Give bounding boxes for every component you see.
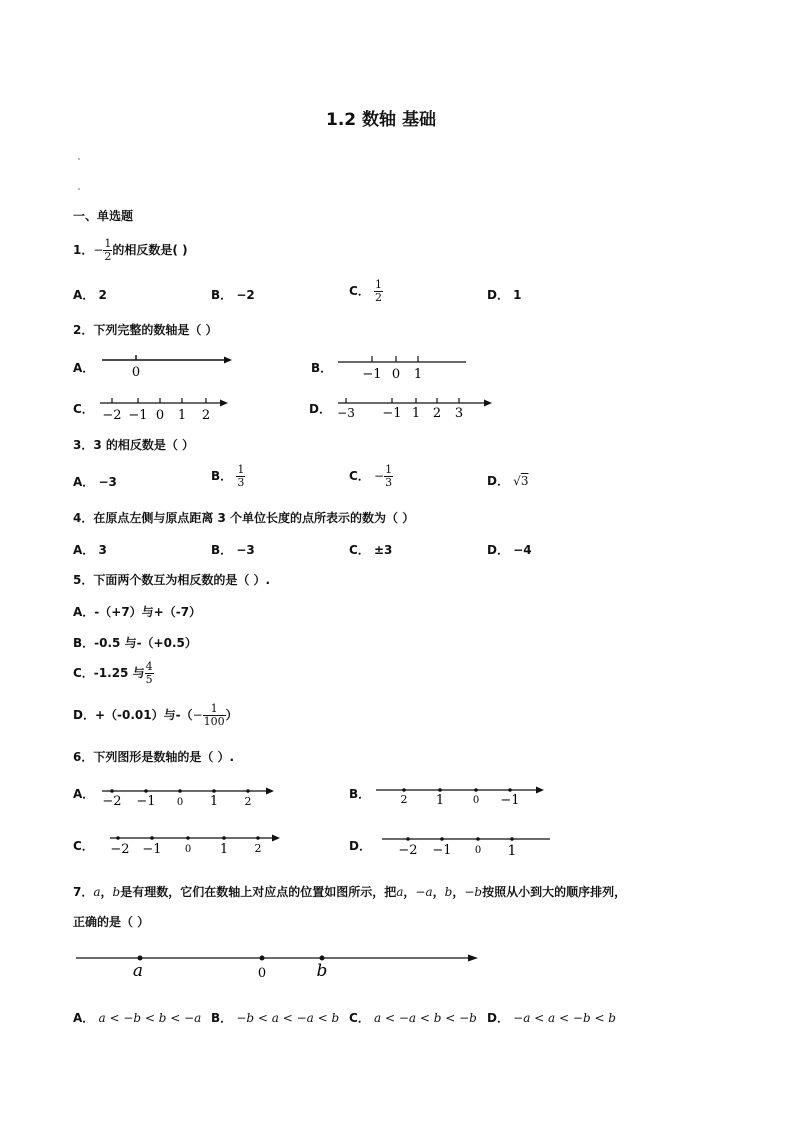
- question-3: 3．3 的相反数是（ ）: [73, 438, 195, 452]
- tick-label: 0: [155, 408, 165, 423]
- q5-option-c: C．-1.25 与 $\frac{4}{5}$: [73, 660, 153, 686]
- q2-axis-c: [96, 394, 236, 424]
- q4-option-d: D． −4: [487, 543, 532, 557]
- q5-option-a: A．-（+7）与+（-7）: [73, 605, 202, 619]
- q5-option-d: D．+（-0.01）与-（− $\frac{1}{100}$ ）: [73, 702, 238, 728]
- tick-label: 2: [432, 406, 442, 421]
- q4-option-c: C． ±3: [349, 543, 393, 557]
- stray-dot: [78, 158, 80, 160]
- q7-option-a: A． a < −b < b < −a: [73, 1011, 202, 1025]
- tick-label: −2: [110, 842, 130, 857]
- q1-option-b: B． −2: [211, 288, 255, 302]
- tick-label: −3: [337, 406, 355, 420]
- question-5: 5．下面两个数互为相反数的是（ ）.: [73, 573, 271, 587]
- q3-option-b: B． $\frac{1}{3}$: [211, 463, 245, 489]
- tick-label: 1: [413, 367, 423, 382]
- section-heading: 一、单选题: [73, 209, 134, 223]
- q6-axis-c: [106, 832, 286, 858]
- sqrt-symbol: √3: [513, 474, 529, 488]
- q7-option-d: D． −a < a < −b < b: [487, 1011, 616, 1025]
- q7-option-b: B． −b < a < −a < b: [211, 1011, 340, 1025]
- tick-label: 1: [209, 794, 219, 809]
- tick-label: 1: [507, 843, 517, 859]
- q5-option-b: B．-0.5 与-（+0.5）: [73, 636, 197, 650]
- q1-option-d: D． 1: [487, 288, 522, 302]
- q6-axis-a: [98, 783, 283, 809]
- tick-label: −2: [102, 408, 122, 423]
- q6-label-d: D．: [349, 839, 371, 853]
- tick-label: 2: [244, 795, 252, 808]
- q4-option-b: B． −3: [211, 543, 255, 557]
- point-label-b: b: [316, 961, 328, 981]
- tick-label: 1: [411, 406, 421, 421]
- tick-label: 1: [219, 842, 229, 857]
- q2-label-d: D．: [309, 402, 331, 416]
- q2-label-b: B．: [311, 361, 333, 375]
- question-4: 4．在原点左侧与原点距离 3 个单位长度的点所表示的数为（ ）: [73, 511, 415, 525]
- point-label-a: a: [132, 961, 144, 981]
- tick-label: 0: [131, 365, 141, 380]
- q6-label-a: A．: [73, 787, 95, 801]
- tick-label: −1: [382, 406, 402, 421]
- tick-label: 1: [435, 793, 445, 808]
- tick-label: −1: [136, 794, 156, 809]
- tick-label: 0: [391, 367, 401, 382]
- q4-option-a: A． 3: [73, 543, 107, 557]
- q2-axis-b: [334, 350, 474, 382]
- tick-label: −1: [128, 408, 148, 423]
- page-title: 1.2 数轴 基础: [326, 110, 436, 130]
- tick-label: −2: [398, 843, 418, 858]
- tick-label: 0: [472, 795, 480, 806]
- q1-option-a: A． 2: [73, 288, 107, 302]
- question-2: 2．下列完整的数轴是（ ）: [73, 323, 218, 337]
- tick-label: 0: [176, 797, 184, 808]
- tick-label: −1: [432, 843, 452, 858]
- stray-dot: [78, 188, 80, 190]
- tick-label: −1: [362, 367, 382, 382]
- tick-label: 2: [201, 408, 211, 423]
- q3-option-c: C． − $\frac{1}{3}$: [349, 463, 393, 489]
- tick-label: 2: [400, 793, 408, 806]
- q6-axis-b: [372, 782, 552, 808]
- question-7: 7．a，b是有理数，它们在数轴上对应点的位置如图所示，把a，−a，b，−b按照从小到大的顺序排列，: [73, 885, 627, 899]
- q2-label-a: A．: [73, 361, 95, 375]
- q1-option-c: C． $\frac{1}{2}$: [349, 278, 382, 304]
- tick-label: 1: [177, 408, 187, 423]
- tick-label: −1: [500, 793, 520, 808]
- tick-label: 0: [184, 844, 192, 855]
- question-7-line2: 正确的是（ ）: [73, 915, 150, 929]
- q6-label-c: C．: [73, 839, 94, 853]
- tick-label: 3: [454, 406, 464, 421]
- question-6: 6．下列图形是数轴的是（ ）.: [73, 750, 235, 764]
- tick-label: 2: [254, 842, 262, 855]
- tick-label: −2: [102, 794, 122, 809]
- q7-option-c: C． a < −a < b < −b: [349, 1011, 477, 1025]
- tick-label: 0: [474, 845, 482, 856]
- question-1: 1．− $\frac{1}{2}$ 的相反数是( ): [73, 237, 188, 263]
- q2-axis-a: [98, 350, 238, 380]
- point-label-zero: 0: [257, 966, 267, 981]
- q2-label-c: C．: [73, 402, 94, 416]
- tick-label: −1: [142, 842, 162, 857]
- q3-option-a: A． −3: [73, 475, 117, 489]
- q6-axis-d: [378, 833, 553, 859]
- q2-axis-d: [334, 395, 499, 425]
- q7-axis: [72, 948, 484, 984]
- q3-option-d: D． √3: [487, 474, 529, 488]
- q6-label-b: B．: [349, 787, 371, 801]
- fraction: $\frac{1}{2}$: [104, 237, 112, 263]
